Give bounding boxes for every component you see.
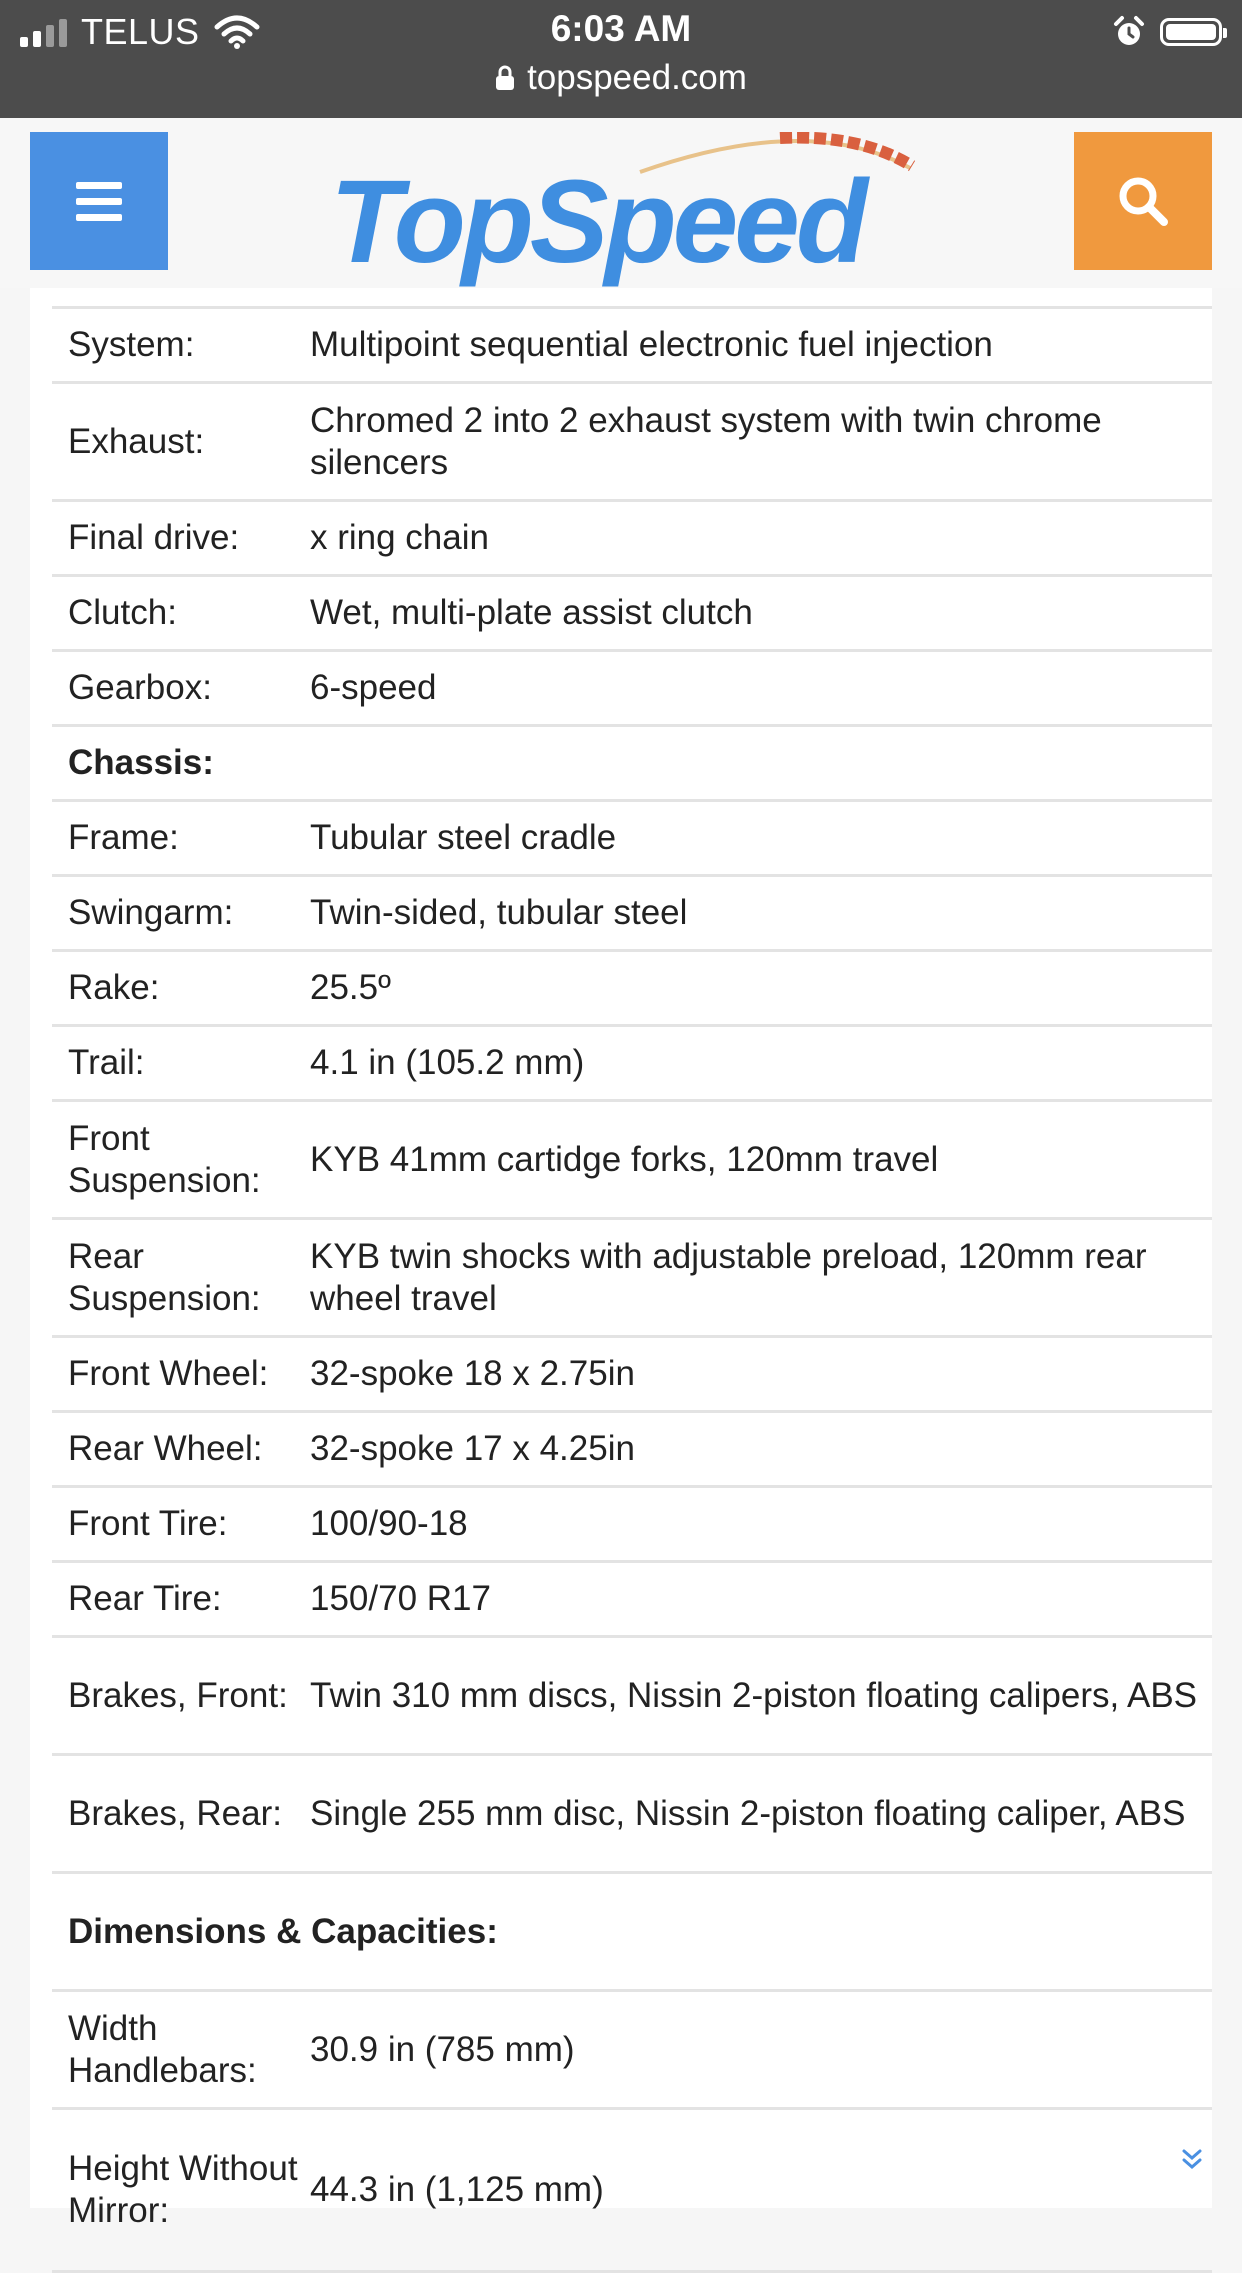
spec-value: 6-speed: [310, 668, 437, 707]
spec-value: Twin 310 mm discs, Nissin 2-piston floating calipers, ABS: [310, 1675, 1198, 1715]
spec-label: Height Without Mirror:: [68, 2149, 298, 2230]
search-button[interactable]: [1074, 132, 1212, 270]
spec-row: [52, 502, 1212, 577]
battery-icon: [1160, 18, 1222, 46]
hamburger-line: [76, 198, 122, 205]
spec-label: Brakes, Front:: [68, 1675, 288, 1715]
specs-table: [52, 306, 1212, 2273]
spec-row: [52, 1413, 1212, 1488]
spec-row: [52, 1027, 1212, 1102]
spec-row: [52, 384, 1212, 502]
spec-row: [52, 1338, 1212, 1413]
address-bar[interactable]: [0, 58, 1242, 98]
spec-label: Rear Suspension:: [68, 1236, 261, 1318]
alarm-icon: [1112, 15, 1146, 49]
specs-card: [30, 288, 1212, 2230]
spec-label: Frame:: [68, 818, 179, 857]
spec-section-header: [52, 1874, 1212, 1992]
spec-label: Rear Tire:: [68, 1579, 222, 1618]
spec-row: [52, 1992, 1212, 2110]
spec-label: Clutch:: [68, 593, 177, 632]
spec-row: [52, 1563, 1212, 1638]
spec-value: Multipoint sequential electronic fuel injection: [310, 325, 993, 364]
scroll-down-chevron-icon[interactable]: [1180, 2148, 1204, 2172]
spec-value: Chromed 2 into 2 exhaust system with twin chrome silencers: [310, 400, 1102, 482]
url-text: topspeed.com: [527, 58, 747, 97]
spec-label: Width Handlebars:: [68, 2008, 257, 2090]
spec-value: x ring chain: [310, 518, 489, 557]
spec-row: [52, 577, 1212, 652]
spec-row: [52, 1638, 1212, 1756]
spec-value: KYB 41mm cartidge forks, 120mm travel: [310, 1139, 939, 1179]
spec-row: [52, 1756, 1212, 1874]
spec-label: Final drive:: [68, 518, 240, 557]
spec-label: Rear Wheel:: [68, 1429, 263, 1468]
menu-button[interactable]: [30, 132, 168, 270]
lock-icon: [495, 65, 515, 91]
spec-value: Wet, multi-plate assist clutch: [310, 593, 753, 632]
spec-row: [52, 1220, 1212, 1338]
spec-value: 100/90-18: [310, 1504, 468, 1543]
spec-row: [52, 1488, 1212, 1563]
spec-value: 4.1 in (105.2 mm): [310, 1043, 585, 1082]
spec-label: Brakes, Rear:: [68, 1793, 282, 1833]
hamburger-menu-icon: [76, 182, 122, 189]
spec-label: Front Suspension:: [68, 1118, 261, 1200]
spec-label: Gearbox:: [68, 668, 212, 707]
spec-value: 150/70 R17: [310, 1579, 491, 1618]
spec-row: [52, 802, 1212, 877]
logo-text: TopSpeed: [330, 156, 864, 288]
spec-row: [52, 877, 1212, 952]
spec-value: 44.3 in (1,125 mm): [310, 2170, 604, 2209]
spec-row: [52, 2110, 1212, 2273]
spec-value: 32-spoke 18 x 2.75in: [310, 1354, 635, 1393]
spec-value: 25.5º: [310, 968, 391, 1007]
section-title: Chassis:: [68, 743, 214, 782]
spec-row: [52, 309, 1212, 384]
spec-label: System:: [68, 325, 195, 364]
spec-label: Exhaust:: [68, 421, 205, 461]
spec-value: 32-spoke 17 x 4.25in: [310, 1429, 635, 1468]
spec-value: KYB twin shocks with adjustable preload, 120mm rear wheel travel: [310, 1236, 1147, 1318]
status-right: [1112, 12, 1222, 52]
spec-section-header: [52, 727, 1212, 802]
spec-label: Swingarm:: [68, 893, 234, 932]
spec-row: [52, 1102, 1212, 1220]
spec-label: Rake:: [68, 968, 160, 1007]
status-time: 6:03 AM: [550, 8, 692, 49]
spec-label: Front Wheel:: [68, 1354, 269, 1393]
carrier-name: TELUS: [81, 11, 200, 52]
section-title: Dimensions & Capacities:: [68, 1911, 498, 1951]
spec-value: Tubular steel cradle: [310, 818, 617, 857]
topspeed-logo[interactable]: [330, 132, 920, 288]
spec-value: Twin-sided, tubular steel: [310, 893, 688, 932]
status-bar: [0, 0, 1242, 118]
spec-label: Front Tire:: [68, 1504, 228, 1543]
site-header: [0, 118, 1242, 288]
spec-label: Trail:: [68, 1043, 145, 1082]
spec-row: [52, 952, 1212, 1027]
spec-value: Single 255 mm disc, Nissin 2-piston floating caliper, ABS: [310, 1793, 1186, 1833]
search-icon: [1116, 174, 1170, 228]
spec-row: [52, 652, 1212, 727]
hamburger-line: [76, 214, 122, 221]
spec-value: 30.9 in (785 mm): [310, 2029, 575, 2069]
